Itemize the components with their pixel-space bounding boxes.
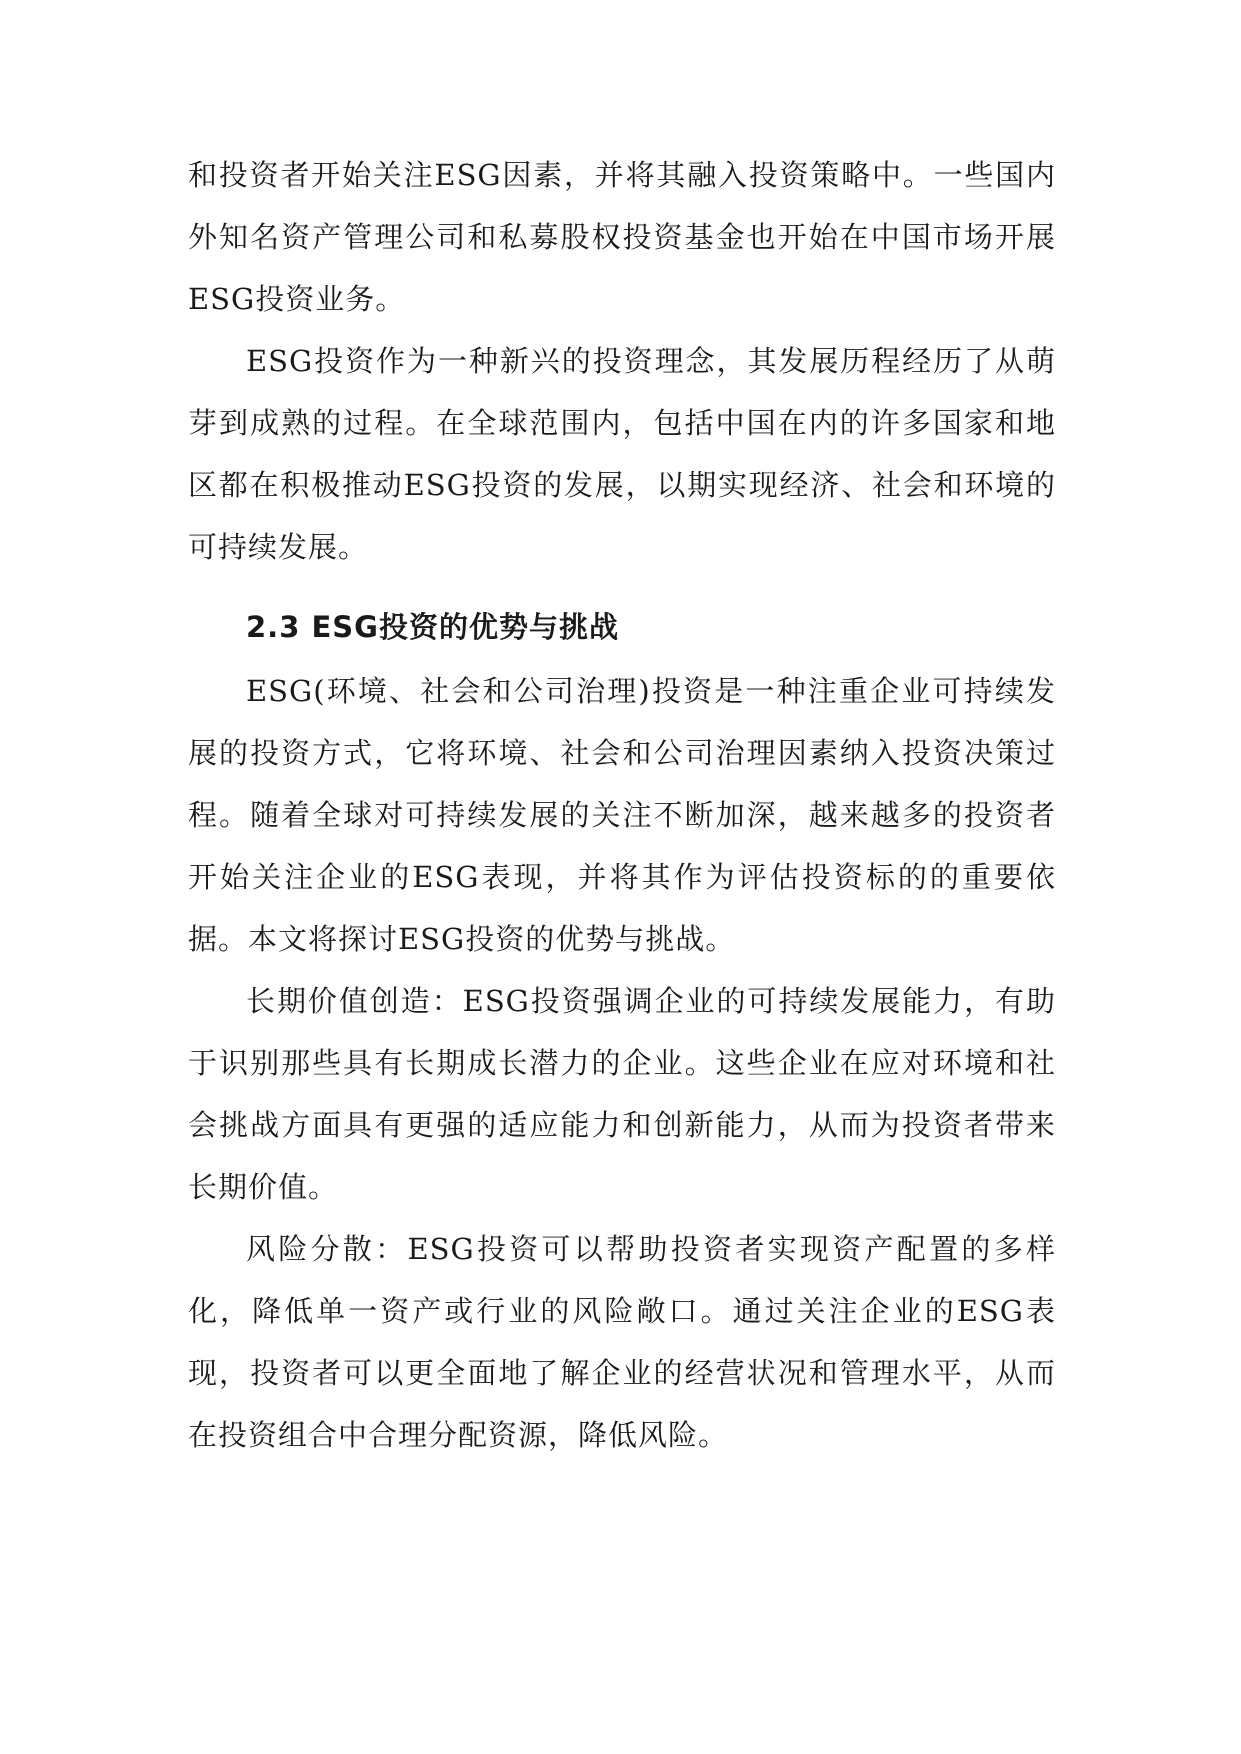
paragraph-esg-history-summary: ESG投资作为一种新兴的投资理念，其发展历程经历了从萌芽到成熟的过程。在全球范围内，包括中国在内的许多国家和地区都在积极推动ESG投资的发展，以期实现经济、社会和环境的可持续发展。 [188,344,1056,564]
section-heading: 2.3 ESG投资的优势与挑战 [246,610,619,644]
paragraph-risk-diversification: 风险分散：ESG投资可以帮助投资者实现资产配置的多样化，降低单一资产或行业的风险敞口。通过关注企业的ESG表现，投资者可以更全面地了解企业的经营状况和管理水平，从而在投资组合中合理分配资源，降低风险。 [188,1232,1056,1452]
paragraph-continued: 和投资者开始关注ESG因素，并将其融入投资策略中。一些国内外知名资产管理公司和私募股权投资基金也开始在中国市场开展ESG投资业务。 [188,158,1056,316]
paragraph-esg-intro: ESG(环境、社会和公司治理)投资是一种注重企业可持续发展的投资方式，它将环境、社会和公司治理因素纳入投资决策过程。随着全球对可持续发展的关注不断加深，越来越多的投资者开始关注企业的ESG表现，并将其作为评估投资标的的重要依据。本文将探讨ESG投资的优势与挑战。 [188,674,1056,956]
paragraph-long-term-value: 长期价值创造：ESG投资强调企业的可持续发展能力，有助于识别那些具有长期成长潜力的企业。这些企业在应对环境和社会挑战方面具有更强的适应能力和创新能力，从而为投资者带来长期价值。 [188,984,1056,1204]
document-body [188,144,1056,1466]
